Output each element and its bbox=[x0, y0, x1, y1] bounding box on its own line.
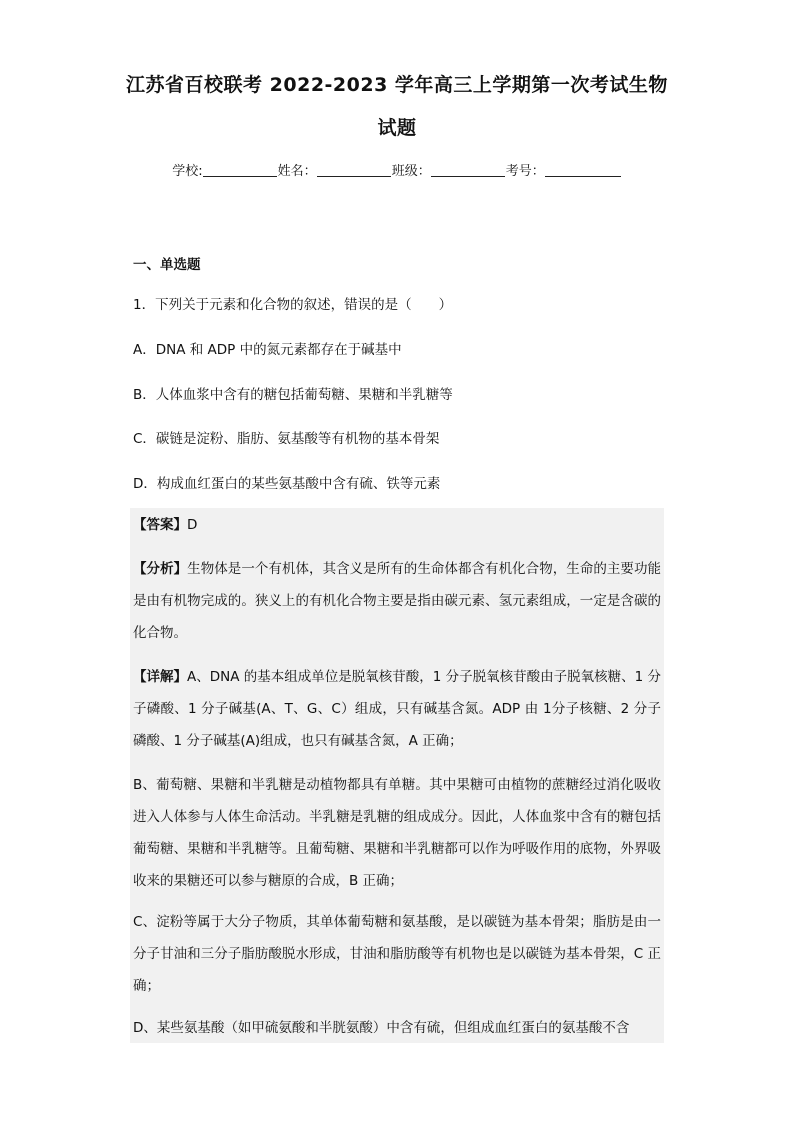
answer-line bbox=[133, 509, 661, 541]
detail-paragraph-c: C、淀粉等属于大分子物质，其单体葡萄糖和氨基酸，是以碳链为基本骨架；脂肪是由一分子甘油和三分子脂肪酸脱水形成，甘油和脂肪酸等有机物也是以碳链为基本骨架，C 正确； bbox=[133, 914, 661, 994]
option-c: C．碳链是淀粉、脂肪、氨基酸等有机物的基本骨架 bbox=[133, 431, 440, 447]
exam-title-line-2: 试题 bbox=[377, 117, 417, 139]
detail-tag: 【详解】 bbox=[133, 669, 187, 685]
answer-tag: 【答案】 bbox=[133, 517, 187, 533]
analysis-tag: 【分析】 bbox=[133, 561, 188, 577]
number-blank bbox=[545, 163, 621, 177]
school-blank bbox=[203, 163, 277, 177]
option-b: B．人体血浆中含有的糖包括葡萄糖、果糖和半乳糖等 bbox=[133, 387, 453, 403]
name-blank bbox=[317, 163, 391, 177]
detail-paragraph-a bbox=[133, 661, 661, 757]
student-info-row bbox=[0, 160, 794, 179]
school-label: 学校: bbox=[172, 164, 203, 179]
number-label: 考号： bbox=[505, 164, 545, 179]
detail-a-text: A、DNA 的基本组成单位是脱氧核苷酸，1 分子脱氧核苷酸由子脱氧核糖、1 分子磷酸、1 分子碱基(A、T、G、C）组成，只有碱基含氮。ADP 由 1分子核糖、2 分子磷酸、1 分子碱基(A)组成，也只有碱基含氮，A 正确； bbox=[133, 669, 662, 749]
name-label: 姓名： bbox=[277, 164, 317, 179]
option-d: D．构成血红蛋白的某些氨基酸中含有硫、铁等元素 bbox=[133, 476, 441, 492]
exam-title-line-1: 江苏省百校联考 2022-2023 学年高三上学期第一次考试生物 bbox=[126, 74, 668, 96]
class-label: 班级： bbox=[391, 164, 431, 179]
class-blank bbox=[431, 163, 505, 177]
detail-paragraph-b: B、葡萄糖、果糖和半乳糖是动植物都具有单糖。其中果糖可由植物的蔗糖经过消化吸收进入人体参与人体生命活动。半乳糖是乳糖的组成成分。因此，人体血浆中含有的糖包括葡萄糖、果糖和半乳糖等。且葡萄糖、果糖和半乳糖都可以作为呼吸作用的底物，外界吸收来的果糖还可以参与糖原的合成，B 正确； bbox=[133, 777, 661, 889]
analysis-paragraph bbox=[133, 553, 661, 649]
question-stem: 1．下列关于元素和化合物的叙述，错误的是（ ） bbox=[133, 297, 453, 313]
detail-paragraph-d: D、某些氨基酸（如甲硫氨酸和半胱氨酸）中含有硫，但组成血红蛋白的氨基酸不含 bbox=[133, 1020, 630, 1036]
option-a: A．DNA 和 ADP 中的氮元素都存在于碱基中 bbox=[133, 342, 402, 358]
analysis-text: 生物体是一个有机体，其含义是所有的生命体都含有机化合物，生命的主要功能是由有机物完成的。狭义上的有机化合物主要是指由碳元素、氢元素组成，一定是含碳的化合物。 bbox=[133, 561, 662, 641]
section-heading: 一、单选题 bbox=[133, 257, 201, 273]
answer-value: D bbox=[187, 517, 198, 533]
